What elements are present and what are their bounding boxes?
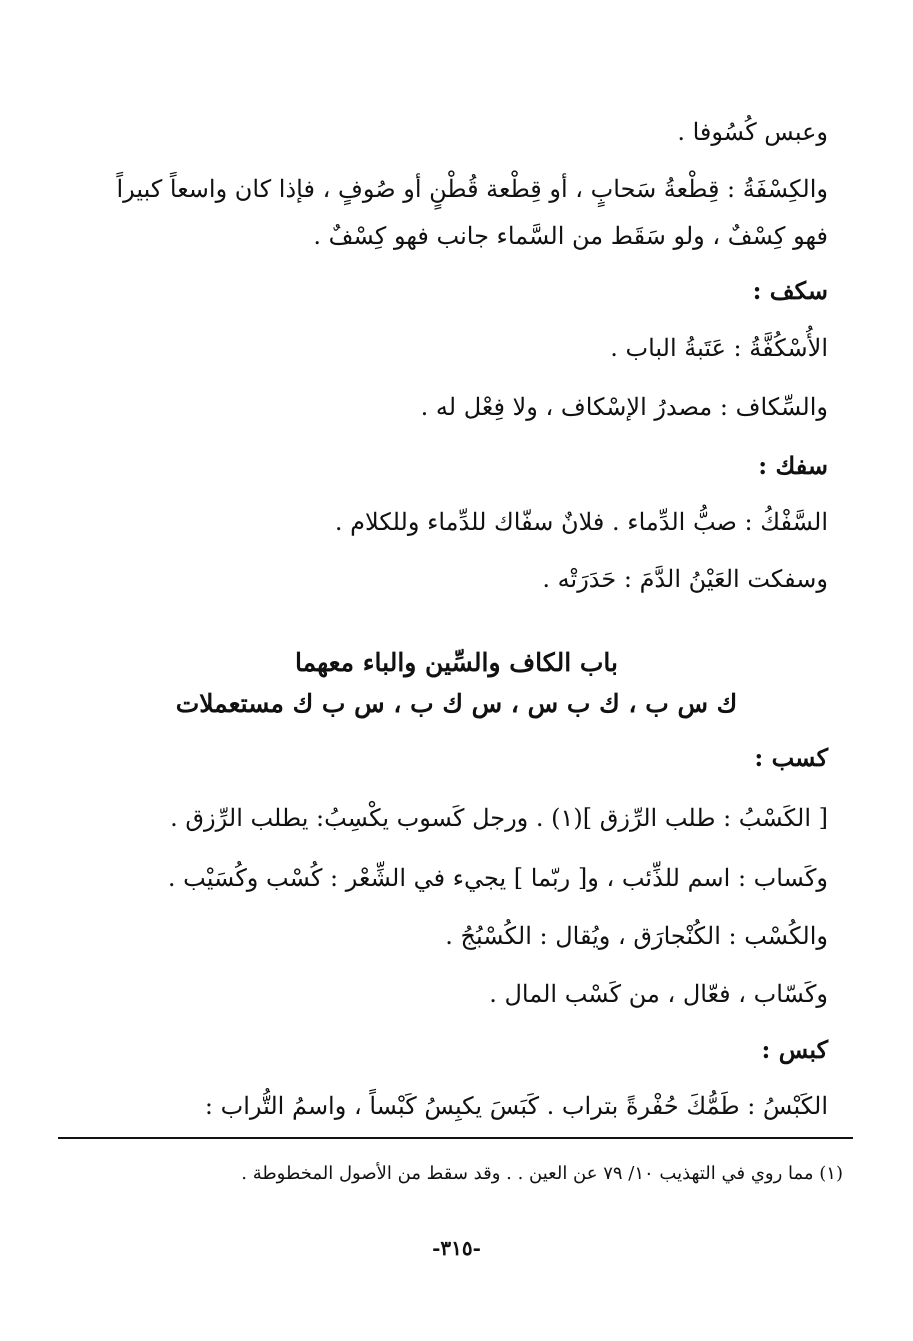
text-line: وكَساب : اسم للذِّئب ، و[ ربّما ] يجيء في الشِّعْر : كُسْب وكُسَيْب . [167, 864, 828, 892]
root-heading: كبس : [761, 1035, 828, 1064]
text-line: وسفكت العَيْنُ الدَّمَ : حَدَرَتْه . [542, 565, 828, 593]
chapter-title: باب الكاف والسِّين والباء معهما [295, 648, 618, 677]
text-line: والسِّكاف : مصدرُ الإسْكاف ، ولا فِعْل له . [420, 393, 828, 421]
root-heading: سفك : [758, 451, 828, 480]
text-line: الكَبْسُ : طَمُّكَ حُفْرةً بتراب . كَبَسَ يكبِسُ كَبْساً ، واسمُ التُّراب : [204, 1092, 828, 1120]
text-line: والكِسْفَةُ : قِطْعةُ سَحابٍ ، أو قِطْعة قُطْنٍ أو صُوفٍ ، فإذا كان واسعاً كبيراً [116, 175, 828, 203]
page-number: -٣١٥- [432, 1236, 481, 1260]
text-line: وكَسّاب ، فعّال ، من كَسْب المال . [489, 980, 828, 1008]
text-line: والكُسْب : الكُنْجارَق ، ويُقال : الكُسْبُجُ . [445, 922, 828, 950]
chapter-subtitle: ك س ب ، ك ب س ، س ك ب ، س ب ك مستعملات [175, 689, 738, 718]
text-line: فهو كِسْفٌ ، ولو سَقَط من السَّماء جانب فهو كِسْفٌ . [313, 222, 828, 250]
text-line: [ الكَسْبُ : طلب الرِّزق ](١) . ورجل كَسوب يكْسِبُ: يطلب الرِّزق . [170, 804, 828, 832]
root-heading: سكف : [752, 276, 828, 305]
footnote-divider [58, 1137, 853, 1139]
text-line: السَّفْكُ : صبُّ الدِّماء . فلانٌ سفّاك للدِّماء وللكلام . [334, 508, 828, 536]
footnote: (١) مما روي في التهذيب ١٠/ ٧٩ عن العين . . وقد سقط من الأصول المخطوطة . [241, 1163, 843, 1184]
text-line: وعبس كُسُوفا . [677, 118, 828, 146]
root-heading: كسب : [754, 743, 828, 772]
text-line: الأُسْكُفَّةُ : عَتَبةُ الباب . [610, 334, 828, 362]
